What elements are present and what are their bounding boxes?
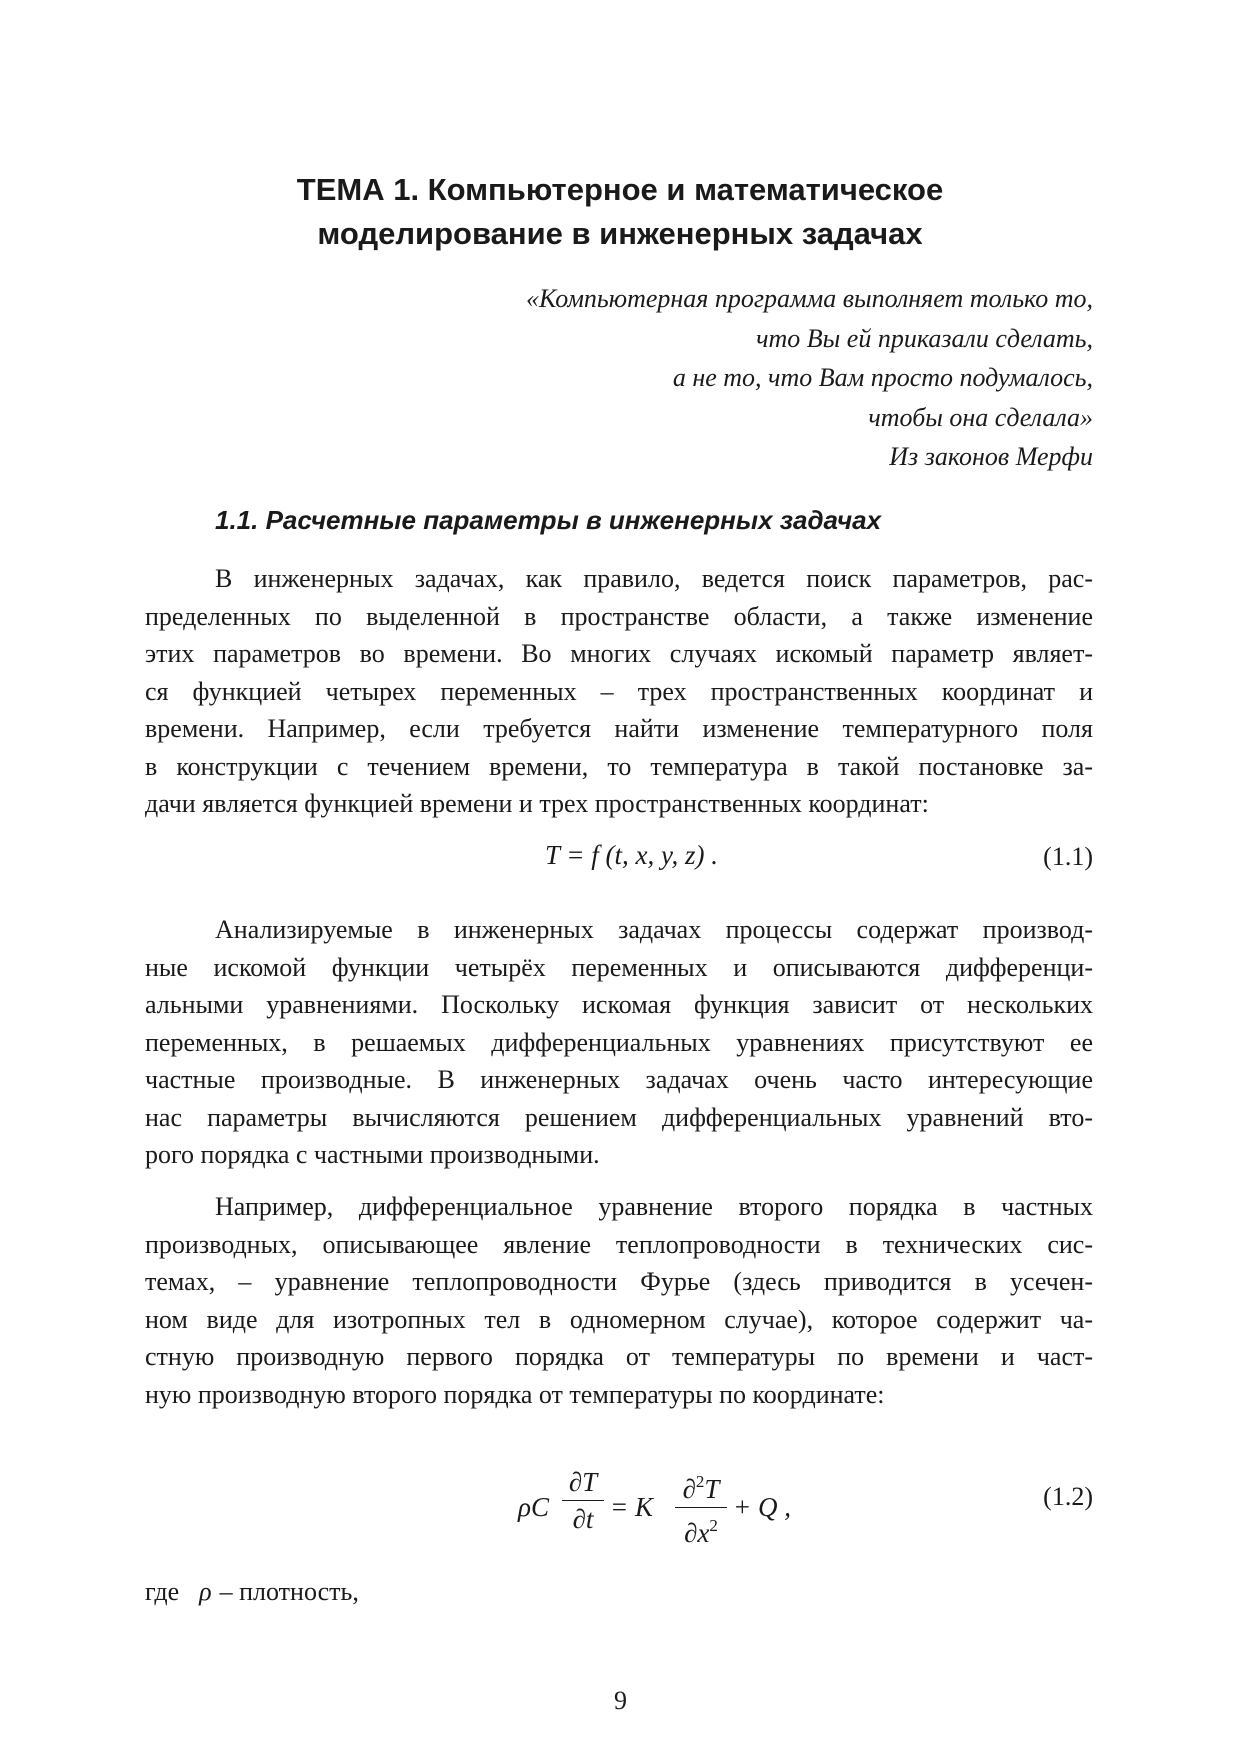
epigraph-line: чтобы она сделала» — [868, 402, 1093, 432]
equation-number-1-1: (1.1) — [1043, 842, 1093, 871]
formula-lhs-coefficient: ρC — [518, 1492, 549, 1522]
paragraph-line: производных, описывающее явление теплопроводности в технических сис- — [145, 1229, 1093, 1259]
fraction-denominator: ∂t — [572, 1504, 594, 1534]
formula-plus-q: + Q , — [733, 1492, 791, 1522]
formula-1-2 — [518, 1456, 798, 1566]
paragraph-line: ном виде для изотропных тел в одномерном случае), которое содержит ча- — [145, 1304, 1093, 1334]
paragraph-line: дачи является функцией времени и трех пространственных координат: — [145, 789, 929, 818]
chapter-title-line-1: ТЕМА 1. Компьютерное и математическое — [296, 172, 944, 207]
epigraph-line: а не то, что Вам просто подумалось, — [672, 363, 1093, 392]
paragraph-1 — [145, 560, 1093, 823]
where-definition: – плотность, — [219, 1577, 359, 1606]
paragraph-3 — [145, 1188, 1093, 1413]
where-clause — [145, 1577, 359, 1607]
page-number: 9 — [614, 1686, 627, 1715]
formula-equals-k: = K — [610, 1492, 653, 1522]
paragraph-2 — [145, 911, 1093, 1174]
partial-symbol: ∂ — [682, 1474, 696, 1504]
paragraph-line: времени. Например, если требуется найти изменение температурного поля — [145, 714, 1093, 743]
epigraph-line: «Компьютерная программа выполняет только то, — [526, 284, 1093, 313]
equation-number-1-2: (1.2) — [1043, 1482, 1093, 1511]
rho-symbol: ρ — [199, 1577, 212, 1606]
paragraph-line: В инженерных задачах, как правило, ведется поиск параметров, рас- — [215, 564, 1093, 593]
fraction-d2T-dx2 — [675, 1464, 727, 1551]
paragraph-line: пределенных по выделенной в пространстве области, а также изменение — [145, 601, 1093, 631]
paragraph-line: нас параметры вычисляются решением дифференциальных уравнений вто- — [145, 1102, 1093, 1132]
chapter-title — [130, 168, 1110, 256]
paragraph-line: этих параметров во времени. Во многих случаях искомый параметр являет- — [145, 639, 1093, 668]
paragraph-line: Анализируемые в инженерных задачах процессы содержат производ- — [215, 915, 1093, 944]
partial-x: ∂x — [684, 1518, 710, 1548]
paragraph-line: Например, дифференциальное уравнение второго порядка в частных — [215, 1192, 1093, 1221]
variable-T: T — [704, 1474, 720, 1504]
paragraph-line: ную производную второго порядка от температуры по координате: — [145, 1379, 885, 1409]
chapter-title-line-2: моделирование в инженерных задачах — [317, 216, 923, 251]
epigraph-line: что Вы ей приказали сделать, — [756, 323, 1093, 353]
section-heading: 1.1. Расчетные параметры в инженерных задачах — [215, 505, 882, 535]
where-word: где — [145, 1577, 180, 1606]
fraction-numerator: ∂T — [562, 1464, 604, 1501]
paragraph-line: ся функцией четырех переменных – трех пространственных координат и — [145, 676, 1093, 706]
paragraph-line: частные производные. В инженерных задачах очень часто интересующие — [145, 1065, 1093, 1094]
epigraph-attribution: Из законов Мерфи — [889, 442, 1093, 471]
paragraph-line: темах, – уравнение теплопроводности Фурье (здесь приводится в усечен- — [145, 1267, 1093, 1296]
formula-1-1: T = f (t, x, y, z) . — [545, 840, 718, 870]
paragraph-line: ные искомой функции четырёх переменных и описываются дифференци- — [145, 952, 1093, 982]
paragraph-line: стную производную первого порядка от температуры по времени и част- — [145, 1342, 1093, 1371]
paragraph-line: рого порядка с частными производными. — [145, 1140, 600, 1169]
paragraph-line: в конструкции с течением времени, то температура в такой постановке за- — [145, 751, 1093, 781]
fraction-dT-dt — [562, 1464, 604, 1537]
paragraph-line: альными уравнениями. Поскольку искомая функция зависит от нескольких — [145, 990, 1093, 1019]
paragraph-line: переменных, в решаемых дифференциальных уравнениях присутствуют ее — [145, 1027, 1093, 1057]
power-2: 2 — [709, 1516, 718, 1535]
power-2: 2 — [695, 1472, 705, 1491]
epigraph — [300, 279, 1093, 477]
